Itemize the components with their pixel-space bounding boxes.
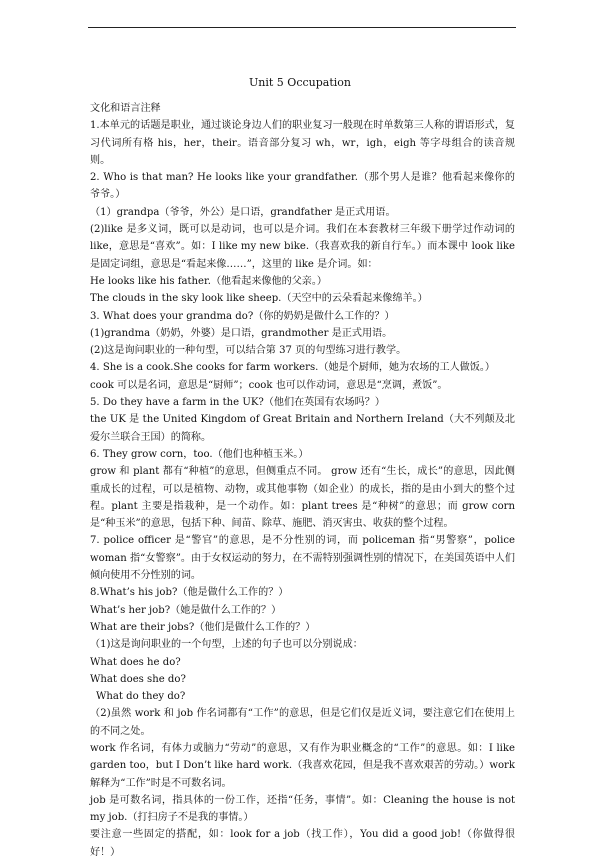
paragraph: He looks like his father.（他看起来像他的父亲。） (90, 275, 328, 287)
paragraph: 要注意一些固定的搭配，如：look for a job（找工作），You did a good job!（你做得很好！） (90, 829, 515, 858)
paragraph: What does he do? (90, 656, 181, 668)
section-heading: 文化和语言注释 (90, 103, 161, 114)
paragraph: (1)grandma（奶奶，外婆）是口语，grandmother 是正式用语。 (90, 327, 393, 339)
paragraph: job 是可数名词，指具体的一份工作，还指“任务，事情”。如：Cleaning the house is not my job.（打扫房子不是我的事情。） (90, 794, 515, 824)
paragraph: 8.What’s his job?（他是做什么工作的？） (90, 587, 289, 599)
paragraph: The clouds in the sky look like sheep.（天空中的云朵看起来像绵羊。） (90, 293, 428, 305)
document-title: Unit 5 Occupation (249, 76, 351, 89)
paragraph: grow 和 plant 都有“种植”的意思，但侧重点不同。 grow 还有“生长，成长”的意思，因此侧重成长的过程，可以是植物、动物，或其他事物（如企业）的成长，指的是由小到大的整个过程。plant 主要是指栽种，是一个动作。如：plant trees 是“种树”的意思；而 grow corn 是“种玉米”的意思，包括下种、间苗、除草、施肥、消灭害虫、收获的整个过程。 (90, 466, 515, 530)
paragraph: 2. Who is that man? He looks like your grandfather.（那个男人是谁？他看起来像你的爷爷。） (90, 172, 515, 201)
paragraph: 5. Do they have a farm in the UK?（他们在英国有农场吗？） (90, 397, 385, 409)
paragraph: （1）grandpa（爷爷，外公）是口语，grandfather 是正式用语。 (90, 206, 396, 218)
paragraph: work 作名词，有体力或脑力“劳动”的意思，又有作为职业概念的“工作”的意思。如：I like garden too，but I Don’t like hard work.（我喜欢花园，但是我不喜欢艰苦的劳动。）work 解释为“工作”时是不可数名词。 (90, 742, 515, 789)
paragraph: (2)这是询问职业的一种句型，可以结合第 37 页的句型练习进行教学。 (90, 345, 407, 357)
paragraph: 1.本单元的话题是职业，通过谈论身边人们的职业复习一般现在时单数第三人称的谓语形式，复习代词所有格 his，her，their。语音部分复习 wh，wr，igh，eigh 等字母组合的读音规则。 (90, 120, 515, 166)
paragraph: What are their jobs?（他们是做什么工作的？） (90, 621, 316, 633)
paragraph: cook 可以是名词，意思是“厨师”；cook 也可以作动词，意思是“烹调，煮饭”。 (90, 379, 448, 391)
document-body (90, 100, 515, 861)
paragraph: What’s her job?（她是做什么工作的？） (90, 604, 282, 616)
paragraph: 3. What does your grandma do?（你的奶奶是做什么工作的？） (90, 310, 395, 322)
paragraph: What does she do? (90, 673, 186, 685)
header-rule (88, 27, 516, 28)
paragraph: 6. They grow corn，too.（他们也种植玉米。） (90, 448, 309, 460)
paragraph: 7. police officer 是“警官”的意思，是不分性别的词，而 policeman 指“男警察”，police woman 指“女警察”。由于女权运动的努力，在不需特别强调性别的情况下，在美国英语中人们倾向使用不分性别的词。 (90, 535, 515, 582)
paragraph: (2)like 是多义词，既可以是动词，也可以是介词。我们在本套教材三年级下册学过作动词的 like，意思是“喜欢”。如：I like my new bike.（我喜欢我的新自行车。）而本课中 look like 是固定词组，意思是“看起来像……”，这里的 like 是介词。如： (90, 224, 515, 270)
paragraph: the UK 是 the United Kingdom of Great Britain and Northern Ireland（大不列颠及北爱尔兰联合王国）的简称。 (90, 414, 515, 443)
paragraph: What do they do? (96, 691, 186, 703)
paragraph: （1)这是询问职业的一个句型，上述的句子也可以分别说成： (90, 639, 363, 651)
paragraph: 4. She is a cook.She cooks for farm workers.（她是个厨师，她为农场的工人做饭。） (90, 362, 496, 374)
paragraph: （2)虽然 work 和 job 作名词都有“工作”的意思，但是它们仅是近义词，要注意它们在使用上的不同之处。 (90, 708, 515, 737)
